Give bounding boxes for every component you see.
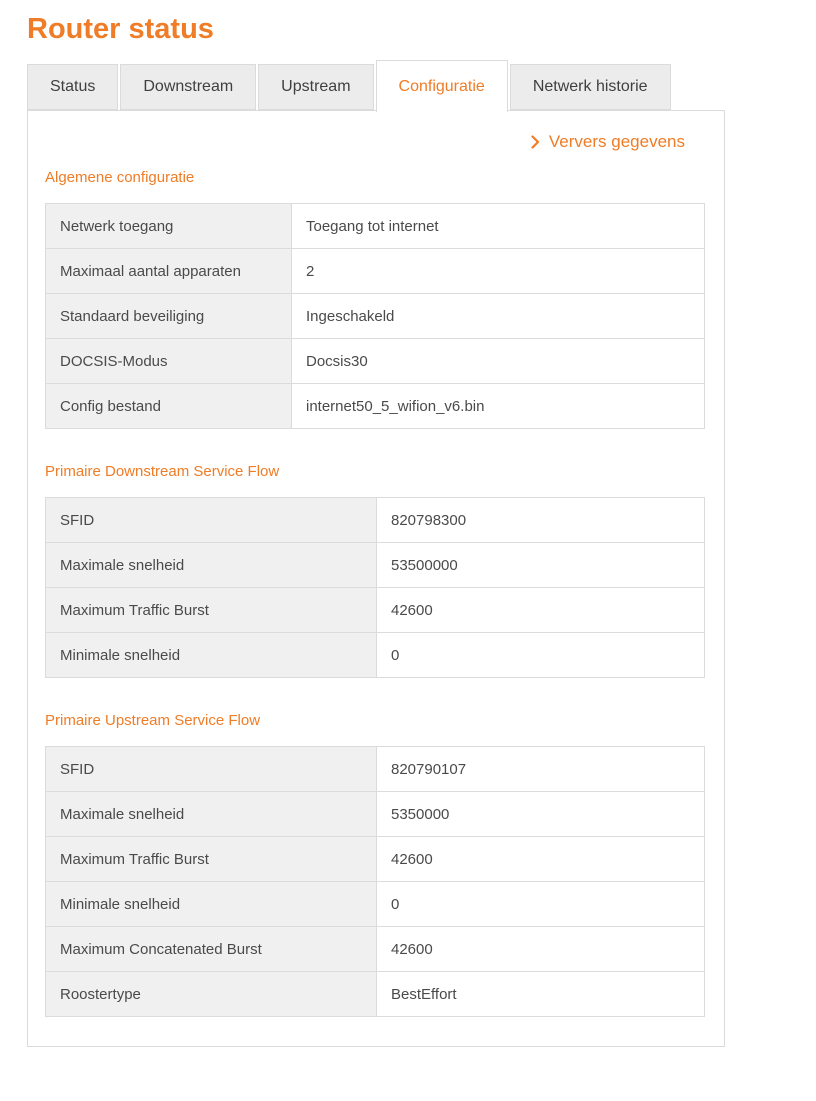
tab-configuratie[interactable]: Configuratie [376, 60, 508, 112]
table-row [46, 792, 705, 837]
table-row [46, 294, 705, 339]
row-label: Minimale snelheid [46, 882, 377, 927]
section-heading-algemene-configuratie: Algemene configuratie [45, 169, 195, 186]
row-value: BestEffort [377, 972, 705, 1017]
chevron-right-icon [531, 135, 540, 149]
row-label: Roostertype [46, 972, 377, 1017]
row-label: Maximale snelheid [46, 792, 377, 837]
row-label: Maximale snelheid [46, 543, 377, 588]
table-row [46, 927, 705, 972]
table-row [46, 498, 705, 543]
row-value: 42600 [377, 837, 705, 882]
row-label: SFID [46, 498, 377, 543]
row-label: Minimale snelheid [46, 633, 377, 678]
table-row [46, 204, 705, 249]
table-row [46, 384, 705, 429]
downstream-service-flow-table [45, 497, 705, 678]
row-value: 42600 [377, 588, 705, 633]
row-label: Standaard beveiliging [46, 294, 292, 339]
row-label: Maximum Traffic Burst [46, 588, 377, 633]
configuratie-panel [27, 110, 725, 1047]
row-label: Maximum Concatenated Burst [46, 927, 377, 972]
refresh-link-label: Ververs gegevens [548, 132, 685, 151]
row-label: Netwerk toegang [46, 204, 292, 249]
row-value: Docsis30 [292, 339, 705, 384]
tab-netwerk-historie[interactable]: Netwerk historie [510, 64, 671, 110]
tab-bar [27, 60, 816, 110]
row-value: 0 [377, 882, 705, 927]
table-row [46, 339, 705, 384]
section-heading-primaire-downstream-service-flow: Primaire Downstream Service Flow [45, 463, 280, 480]
row-value: Toegang tot internet [292, 204, 705, 249]
row-value: 53500000 [377, 543, 705, 588]
row-value: 820798300 [377, 498, 705, 543]
row-value: 5350000 [377, 792, 705, 837]
row-value: 0 [377, 633, 705, 678]
table-row [46, 588, 705, 633]
section-heading-primaire-upstream-service-flow: Primaire Upstream Service Flow [45, 712, 261, 729]
table-row [46, 972, 705, 1017]
tab-upstream[interactable]: Upstream [258, 64, 373, 110]
row-value: internet50_5_wifion_v6.bin [292, 384, 705, 429]
row-label: Maximaal aantal apparaten [46, 249, 292, 294]
refresh-link[interactable] [531, 131, 685, 153]
row-value: 2 [292, 249, 705, 294]
row-label: Config bestand [46, 384, 292, 429]
table-row [46, 837, 705, 882]
table-row [46, 882, 705, 927]
table-row [46, 249, 705, 294]
table-row [46, 633, 705, 678]
algemene-configuratie-table [45, 203, 705, 429]
row-value: 42600 [377, 927, 705, 972]
row-value: 820790107 [377, 747, 705, 792]
row-label: SFID [46, 747, 377, 792]
row-label: DOCSIS-Modus [46, 339, 292, 384]
row-label: Maximum Traffic Burst [46, 837, 377, 882]
tab-status[interactable]: Status [27, 64, 118, 110]
page-title: Router status [27, 13, 214, 45]
refresh-row [45, 131, 705, 153]
table-row [46, 747, 705, 792]
tab-downstream[interactable]: Downstream [120, 64, 256, 110]
table-row [46, 543, 705, 588]
upstream-service-flow-table [45, 746, 705, 1017]
row-value: Ingeschakeld [292, 294, 705, 339]
